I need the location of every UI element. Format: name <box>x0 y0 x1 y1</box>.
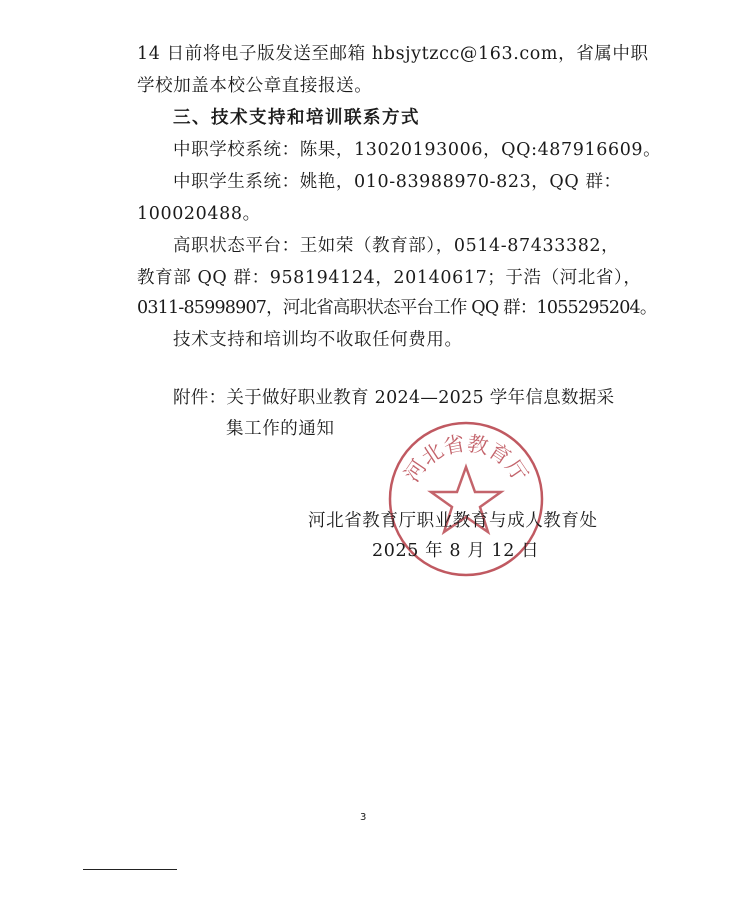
contact-line: 高职状态平台：王如荣（教育部），0514-87433382， <box>173 236 620 256</box>
note-line: 技术支持和培训均不收取任何费用。 <box>173 330 463 350</box>
page-number: 3 <box>360 812 367 823</box>
signature-org: 河北省教育厅职业教育与成人教育处 <box>308 511 598 531</box>
contact-line: 中职学生系统：姚艳，010-83988970-823，QQ 群： <box>173 172 622 192</box>
contact-line: 0311-85998907，河北省高职状态平台工作 QQ 群：1055295204。 <box>137 298 657 318</box>
attachment-line: 附件：关于做好职业教育 2024—2025 学年信息数据采 <box>173 388 615 408</box>
contact-line: 100020488。 <box>137 204 261 224</box>
signature-date: 2025 年 8 月 12 日 <box>372 541 540 561</box>
contact-line: 教育部 QQ 群：958194124，20140617；于浩（河北省）， <box>137 268 642 288</box>
footnote-divider <box>83 869 177 870</box>
body-line: 14 日前将电子版发送至邮箱 hbsjytzcc@163.com，省属中职 <box>137 44 649 64</box>
seal-text: 河北省教育厅 <box>399 431 533 487</box>
attachment-line: 集工作的通知 <box>226 419 335 439</box>
contact-line: 中职学校系统：陈果，13020193006，QQ:487916609。 <box>173 140 662 160</box>
section-heading: 三、技术支持和培训联系方式 <box>173 108 420 128</box>
body-line: 学校加盖本校公章直接报送。 <box>137 76 373 96</box>
